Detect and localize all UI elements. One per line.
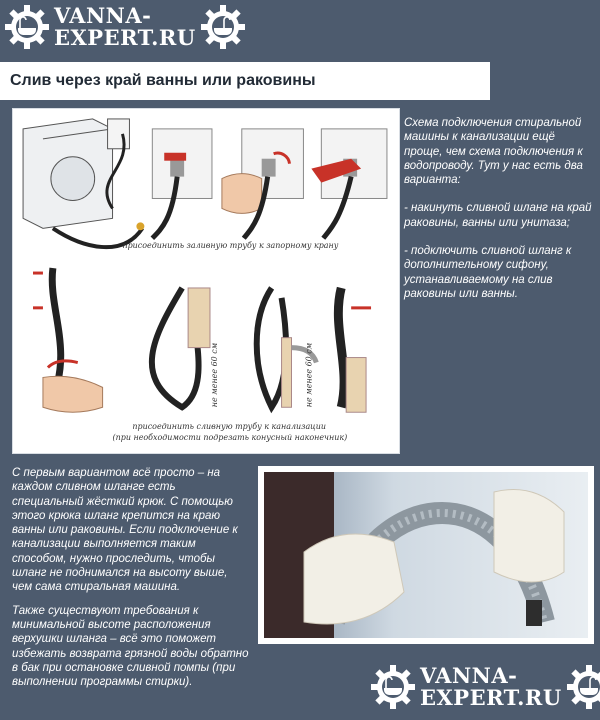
gear-bathtub-icon [566,664,600,710]
scheme-drawing [13,109,399,453]
main-description [12,466,250,698]
tap-step-3 [311,129,387,238]
scheme-caption-bottom-2: (при необходимости подрезать конусный наконечник) [112,433,348,443]
gear-bathtub-icon [4,4,50,50]
hose-photo-drawing [264,472,588,638]
connection-scheme-image [12,108,400,454]
side-paragraph: - накинуть сливной шланг на край раковины, ванны или унитаза; [404,202,592,229]
height-label-1: не менее 60 см [209,342,219,408]
hose-photo [258,466,594,644]
gear-bathtub-icon [200,4,246,50]
side-description [404,116,596,315]
logo-text: VANNA- EXPERT.RU [420,663,562,710]
height-label-2: не менее 60 см [304,342,314,408]
hose-option-1 [152,288,210,407]
tap-step-1 [152,129,212,238]
washing-machine-drawing [23,119,129,228]
side-paragraph: - подключить сливной шланг к дополнительному сифону, устанавливаемому на слив раковины или ванны. [404,245,572,300]
gear-bathtub-icon [370,664,416,710]
main-paragraph: С первым вариантом всё просто – на каждом сливном шланге есть специальный жёсткий крюк. С помощью этого крюка шланг крепится на краю ванны или раковины. Если подключение к канализации выполняется таким способом, нужно проследить, чтобы шланг не поднимался на высоту выше, чем сама стиральная машина. [12,467,238,594]
tap-step-2 [222,129,304,238]
page-title: Слив через край ванны или раковины [0,62,490,100]
site-logo-top[interactable] [4,4,246,50]
side-paragraph: Схема подключения стиральной машины к канализации ещё проще, чем схема подключения к водопроводу. Тут у нас есть два варианта: [404,117,583,187]
hose-option-3 [338,288,371,412]
hose-step-hands [33,268,103,412]
scheme-caption-bottom-1: присоединить сливную трубу к канализации [132,422,326,432]
main-paragraph: Также существуют требования к минимальной высоте расположения верхушки шланга – всё это поможет избежать возврата грязной воды обратно в бак при остановке сливной помпы (при выполнении программы стирки). [12,604,249,689]
scheme-caption-top: присоединить заливную трубу к запорному крану [122,241,339,251]
site-logo-bottom[interactable] [370,664,600,710]
logo-text: VANNA- EXPERT.RU [54,3,196,50]
